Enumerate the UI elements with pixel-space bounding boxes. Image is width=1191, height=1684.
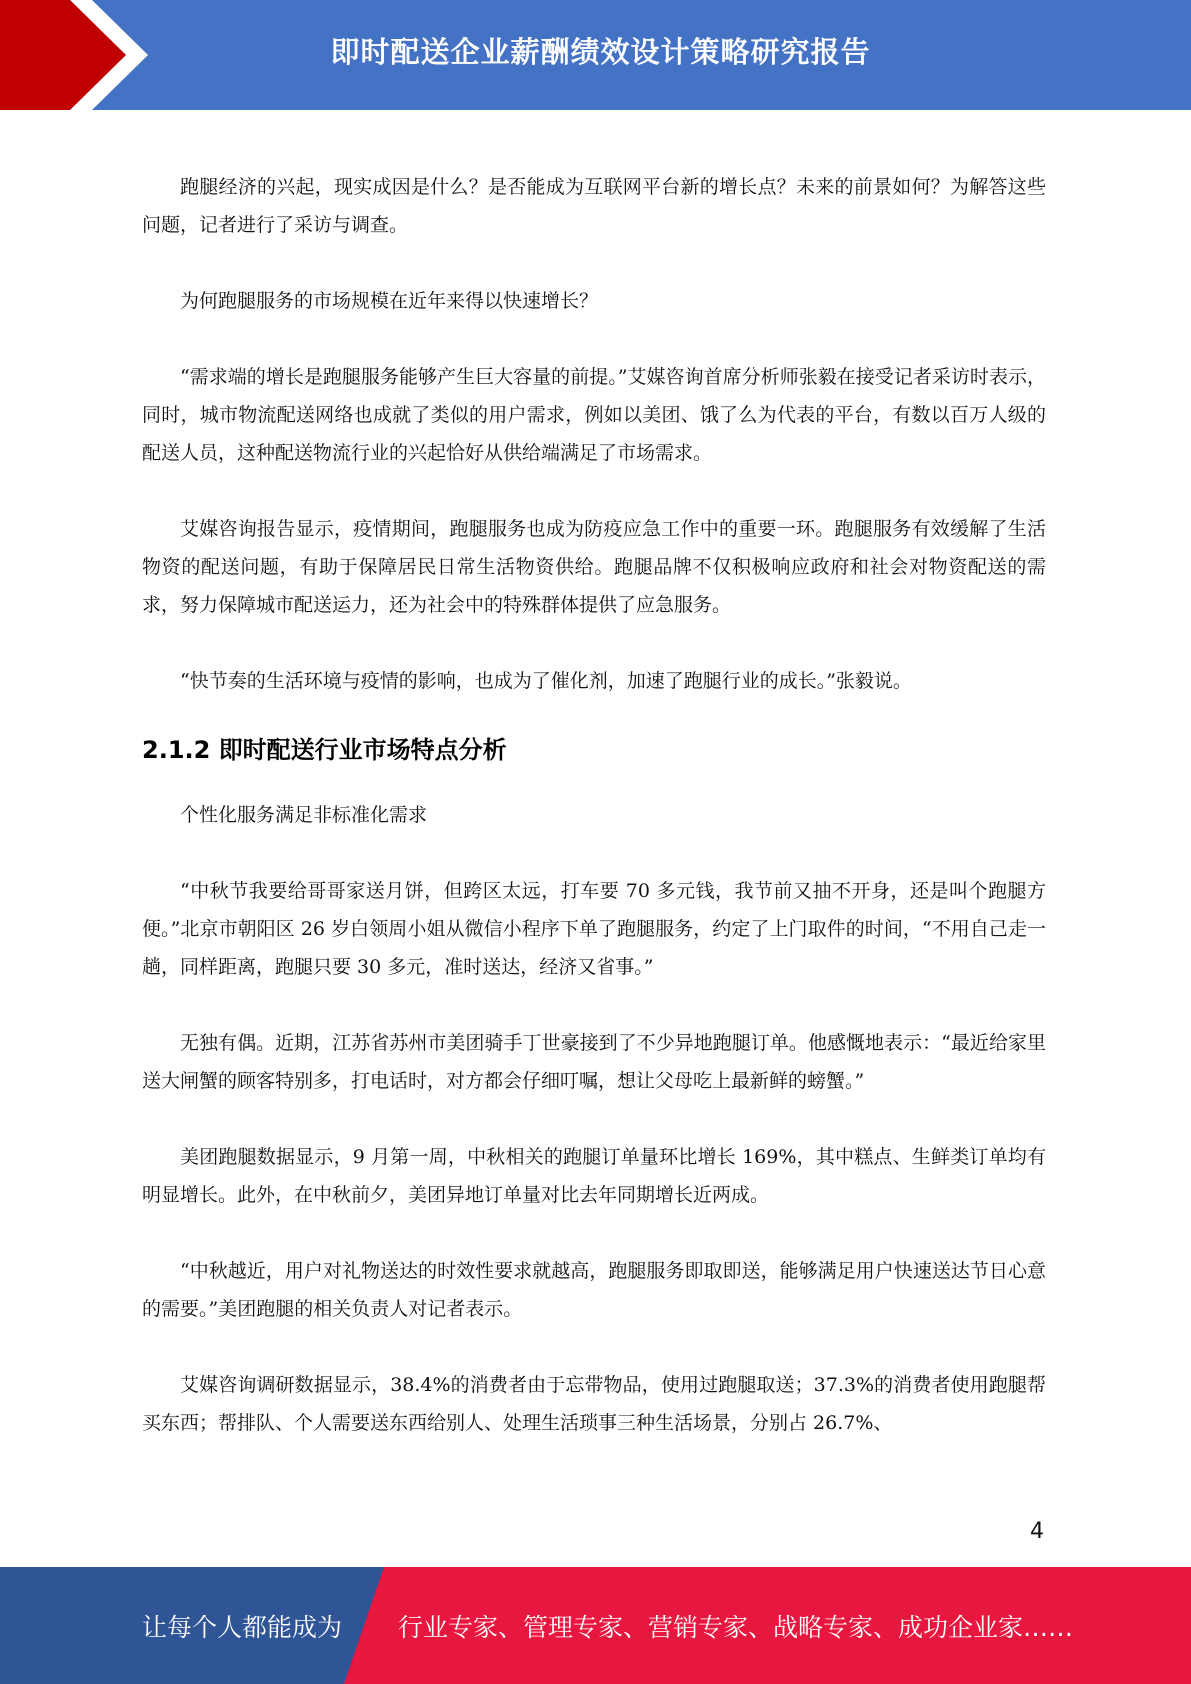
paragraph: “中秋节我要给哥哥家送月饼，但跨区太远，打车要 70 多元钱，我节前又抽不开身，还是叫个跑腿方便。”北京市朝阳区 26 岁白领周小姐从微信小程序下单了跑腿服务，约定了上门取件的时间，“不用自己走一趟，同样距离，跑腿只要 30 多元，准时送达，经济又省事。” <box>142 880 1046 978</box>
header-arrow-icon <box>0 0 160 110</box>
document-body <box>142 168 1046 1442</box>
footer-slogan-right: 行业专家、管理专家、营销专家、战略专家、成功企业家…… <box>398 1612 1074 1642</box>
page-footer <box>0 1567 1191 1684</box>
paragraph: “快节奏的生活环境与疫情的影响，也成为了催化剂，加速了跑腿行业的成长。”张毅说。 <box>180 670 912 692</box>
page-number: 4 <box>1030 1519 1044 1544</box>
paragraph: “中秋越近，用户对礼物送达的时效性要求就越高，跑腿服务即取即送，能够满足用户快速送达节日心意的需要。”美团跑腿的相关负责人对记者表示。 <box>142 1260 1046 1320</box>
paragraph: 艾媒咨询报告显示，疫情期间，跑腿服务也成为防疫应急工作中的重要一环。跑腿服务有效缓解了生活物资的配送问题，有助于保障居民日常生活物资供给。跑腿品牌不仅积极响应政府和社会对物资配送的需求，努力保障城市配送运力，还为社会中的特殊群体提供了应急服务。 <box>142 518 1046 616</box>
paragraph: 无独有偶。近期，江苏省苏州市美团骑手丁世豪接到了不少异地跑腿订单。他感慨地表示：“最近给家里送大闸蟹的顾客特别多，打电话时，对方都会仔细叮嘱，想让父母吃上最新鲜的螃蟹。” <box>142 1032 1046 1092</box>
footer-slogan-left: 让每个人都能成为 <box>142 1612 343 1642</box>
page-header <box>0 0 1191 110</box>
paragraph: 美团跑腿数据显示，9 月第一周，中秋相关的跑腿订单量环比增长 169%，其中糕点、生鲜类订单均有明显增长。此外，在中秋前夕，美团异地订单量对比去年同期增长近两成。 <box>142 1146 1046 1206</box>
report-title: 即时配送企业薪酬绩效设计策略研究报告 <box>330 34 871 69</box>
section-heading: 2.1.2 即时配送行业市场特点分析 <box>142 736 507 764</box>
paragraph: “需求端的增长是跑腿服务能够产生巨大容量的前提。”艾媒咨询首席分析师张毅在接受记者采访时表示，同时，城市物流配送网络也成就了类似的用户需求，例如以美团、饿了么为代表的平台，有数以百万人级的配送人员，这种配送物流行业的兴起恰好从供给端满足了市场需求。 <box>142 366 1046 464</box>
paragraph: 个性化服务满足非标准化需求 <box>180 804 428 826</box>
paragraph: 为何跑腿服务的市场规模在近年来得以快速增长？ <box>180 290 599 312</box>
paragraph: 艾媒咨询调研数据显示，38.4%的消费者由于忘带物品，使用过跑腿取送；37.3%的消费者使用跑腿帮买东西；帮排队、个人需要送东西给别人、处理生活琐事三种生活场景，分别占 26.7%、 <box>142 1374 1046 1434</box>
paragraph: 跑腿经济的兴起，现实成因是什么？是否能成为互联网平台新的增长点？未来的前景如何？为解答这些问题，记者进行了采访与调查。 <box>142 176 1046 236</box>
